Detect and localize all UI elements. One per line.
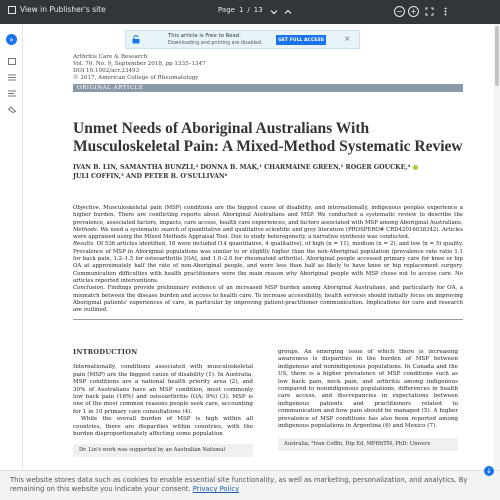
chevron-down-icon[interactable] [268, 6, 279, 17]
intro-heading: INTRODUCTION [73, 348, 138, 356]
abstract-conclusion [73, 285, 463, 314]
conclusion-label: Conclusion. [73, 285, 105, 292]
results-text: Of 536 articles identified, 18 were included (14 quantitative, 4 qualitative), of high (n = 11), medium (n = 2), and low (n = 5) quality. Prevalence of MSP in Aboriginal populations was similar to or slightly higher than the non-Aboriginal population (prevalence rate ratio 1.1 for back pain, 1.2–1.5 for osteoarthritis [OA], and 1.0–2.0 for rheumatoid arthritis). Aboriginal people accessed primary care for knee or hip OA at approximately half the rate of non-Aboriginal people, and were less than half as likely to have knee or hip replacement surgery. Communication difficulties with health practitioners were the main reason why Aboriginal people with MSP chose not to access care. No articles reported interventions. [73, 241, 464, 284]
scrollbar-thumb[interactable] [495, 26, 499, 86]
download-glyph: ↓ [486, 467, 492, 475]
zoom-out-glyph: − [396, 6, 403, 16]
page-separator: / [247, 6, 250, 14]
objective-label: Objective. [73, 205, 101, 211]
article [73, 54, 463, 320]
authors-line-2: JULI COFFIN,⁵ AND PETER B. O'SULLIVAN⁶ [73, 172, 228, 180]
zoom-in-icon[interactable] [408, 6, 419, 17]
objective-text: Musculoskeletal pain (MSP) conditions are the biggest cause of disability, and internationally, indigenous peoples experience a higher burden. There are conflicting reports about Aboriginal Australians and MSP. We conducted a systematic review to describe the prevalence, associated factors, impacts, care access, health care experiences, and factors associated with MSP among Aboriginal Australians. [73, 205, 463, 226]
methods-text: We used a systematic search of quantitative and qualitative scientific and grey literature (PROSPERO# CRD42016038342). Articles were appraised using the Mixed Methods Appraisal Tool. Due to study heterogeneity, a narrative synthesis was conducted. [73, 226, 464, 241]
free-to-read-banner [125, 30, 360, 49]
page-total: 13 [253, 6, 263, 14]
get-full-access-button[interactable]: GET FULL ACCESS [276, 35, 326, 45]
zoom-in-glyph: + [410, 6, 417, 16]
fullscreen-icon[interactable] [424, 6, 435, 17]
orcid-icon[interactable] [413, 165, 418, 170]
sidebar-rail [0, 24, 23, 500]
article-title: Unmet Needs of Aboriginal Australians With Musculoskeletal Pain: A Mixed-Method Systematic Review [73, 120, 463, 155]
close-icon[interactable]: × [344, 34, 351, 43]
left-column [73, 349, 253, 457]
conclusion-text: Findings provide preliminary evidence of an increased MSP burden among Aboriginal Australians, and particularly for OA, a mismatch between the disease burden and access to health care. To increase accessibility, health services should initially focus on improving Aboriginal patients' experiences of care, in particular by improving patient-practitioner communication. Implications for care and research are outlined. [73, 285, 463, 314]
right-column [278, 349, 458, 451]
affiliation-footnote: Australia; ²Ivan Coffin, Dip Ed, MPHhTM, PhD: Univers [278, 438, 458, 451]
page-current[interactable]: 1 [238, 6, 244, 14]
article-type-bar: ORIGINAL ARTICLE [73, 84, 463, 92]
abstract-methods [73, 227, 463, 242]
banner-line-1: This article is Free to Read. [168, 33, 241, 39]
document-page [23, 24, 500, 500]
more-icon[interactable] [440, 6, 451, 17]
sidebar-toggle-button[interactable] [6, 34, 17, 45]
outline-icon[interactable] [8, 74, 16, 81]
chevron-up-icon[interactable] [282, 6, 293, 17]
abstract-objective [73, 205, 463, 227]
annotations-icon[interactable] [8, 106, 16, 113]
abstract-results [73, 241, 463, 285]
external-link-icon [8, 6, 16, 14]
cookie-notice [0, 470, 500, 500]
funding-footnote: Dr. Lin's work was supported by an Australian National [73, 444, 253, 457]
abstract-divider [73, 319, 463, 320]
unlock-icon [132, 35, 140, 44]
cookie-text: This website stores data such as cookies to enable essential site functionality, as well as marketing, personalization, and analytics. By remaining on this website you indicate your consent. [10, 476, 468, 493]
page-scrollbar[interactable] [494, 24, 500, 470]
page-label: Page [218, 6, 235, 14]
results-label: Results. [73, 241, 95, 248]
volume-info: Vol. 70, No. 9, September 2018, pp 1335–1347 [73, 61, 206, 67]
intro-paragraph-2: While the overall burden of MSP is high within all countries, there are disparities within countries, with the burden disproportionately affecting some population [73, 416, 253, 438]
authors-line-1-text: IVAN B. LIN, SAMANTHA BUNZLI,² DONNA B. MAK,¹ CHARMAINE GREEN,¹ ROGER GOUCKE,⁴ [73, 164, 411, 171]
viewer-toolbar [0, 0, 500, 24]
zoom-out-icon[interactable] [394, 6, 405, 17]
journal-name: Arthritis Care & Research [73, 54, 148, 60]
thumbnails-icon[interactable] [8, 58, 16, 65]
author-list [73, 164, 463, 181]
attachments-icon[interactable] [8, 90, 16, 97]
methods-label: Methods. [73, 226, 99, 233]
view-publisher-label: View in Publisher's site [20, 5, 106, 14]
view-publisher-link[interactable] [8, 5, 106, 14]
double-chevron-icon: » [9, 35, 14, 44]
right-paragraph-1: groups. An emerging issue of which there is increasing awareness is disparities in the burden of MSP between indigenous and nonindigenous populations. In Canada and the US, there is a higher prevalence of MSP conditions such as low back pain, neck pain, and arthritis among indigenous compared to nonindigenous populations, differences in health care access, and discrepancies in expectations between indigenous patients and practitioners related to communication and how pain should be managed (5). A higher prevalence of MSP conditions has also been reported among indigenous populations in Argentina (6) and Mexico (7). [278, 349, 458, 430]
abstract [73, 205, 463, 314]
page-indicator [218, 6, 263, 14]
intro-paragraph-1: Internationally, conditions associated with musculoskeletal pain (MSP) are the biggest cause of disability (1). In Australia, MSP conditions are a national health priority area (2), and 30% of Australians have an MSP condition, most commonly low back pain (16%) and osteoarthritis (OA; 9%) (3). MSP is one of the most common reasons people seek care, accounting for 1 in 10 primary care consultations (4). [73, 364, 253, 415]
privacy-policy-link[interactable]: Privacy Policy [192, 485, 240, 493]
download-icon[interactable] [484, 466, 494, 476]
copyright: © 2017, American College of Rheumatology [73, 75, 199, 81]
doi: DOI 10.1002/acr.23493 [73, 68, 140, 74]
banner-line-2: Downloading and printing are disabled. [168, 41, 263, 46]
authors-line-1 [73, 164, 463, 173]
